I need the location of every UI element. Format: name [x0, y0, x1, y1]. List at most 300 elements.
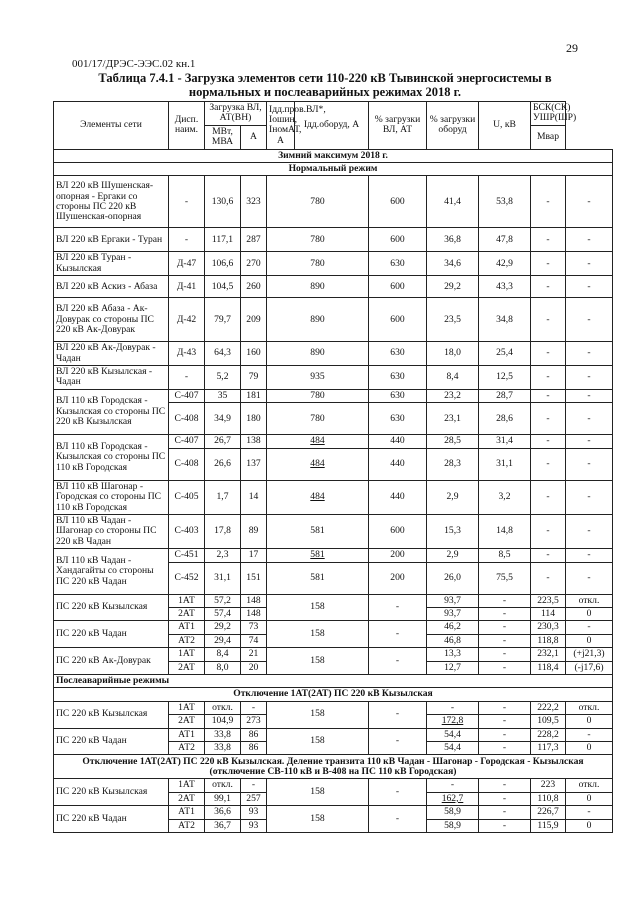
section-normal-label: Нормальный режим [54, 163, 613, 176]
pct-obor: 3,2 [479, 480, 531, 514]
load-mw: 36,7 [205, 819, 241, 832]
section-winter-label: Зимний максимум 2018 г. [54, 149, 613, 162]
load-mw: 29,2 [205, 621, 241, 634]
table-row [54, 366, 613, 390]
load-a: - [241, 701, 267, 714]
pct-vl: 41,4 [427, 176, 479, 228]
pct-obor: - [479, 701, 531, 714]
load-a: 273 [241, 715, 267, 728]
idd-vl: 780 [267, 228, 369, 252]
load-mw: 26,6 [205, 448, 241, 480]
transformer-name: 2АТ [169, 715, 205, 728]
idd-obor: 440 [369, 435, 427, 448]
idd-obor: - [369, 701, 427, 728]
voltage: - [531, 448, 566, 480]
transformer-name: 2АТ [169, 607, 205, 620]
voltage: - [531, 252, 566, 276]
pct-obor: - [479, 661, 531, 674]
load-mw: 79,7 [205, 298, 241, 342]
title-line-1: Таблица 7.4.1 - Загрузка элементов сети 110-220 кВ Тывинской энергосистемы в [98, 71, 552, 85]
element-name: ВЛ 220 кВ Кызылская - Чадан [54, 366, 169, 390]
bsk-mvar: - [566, 728, 613, 741]
load-a: 20 [241, 661, 267, 674]
section-post-label: Послеаварийные режимы [54, 674, 613, 687]
pct-vl: 2,9 [427, 480, 479, 514]
bsk-mvar: 0 [566, 634, 613, 647]
section-winter [54, 149, 613, 162]
idd-vl: 780 [267, 176, 369, 228]
load-mw: 57,2 [205, 594, 241, 607]
bsk-mvar: 0 [566, 742, 613, 755]
idd-obor: - [369, 779, 427, 806]
element-name: ВЛ 220 кВ Аскиз - Абаза [54, 276, 169, 298]
element-name: ВЛ 110 кВ Чадан - Хандагайты со стороны ПС 220 кВ Чадан [54, 549, 169, 594]
voltage: 230,3 [531, 621, 566, 634]
col-disp: Дисп. наим. [169, 102, 205, 150]
bsk-mvar: (-j17,6) [566, 661, 613, 674]
bsk-mvar: - [566, 514, 613, 548]
voltage: 223,5 [531, 594, 566, 607]
pct-obor: - [479, 742, 531, 755]
pct-vl: 54,4 [427, 742, 479, 755]
header-row-1 [54, 102, 613, 126]
idd-obor: 600 [369, 176, 427, 228]
load-a: 74 [241, 634, 267, 647]
load-a: 93 [241, 806, 267, 819]
col-a: А [241, 125, 267, 149]
idd-vl: 158 [267, 621, 369, 648]
bsk-mvar: откл. [566, 701, 613, 714]
table-row [54, 514, 613, 548]
disp-name: С-452 [169, 562, 205, 594]
table-row [54, 298, 613, 342]
idd-vl: 581 [267, 562, 369, 594]
idd-vl: 890 [267, 342, 369, 366]
bsk-mvar: откл. [566, 594, 613, 607]
load-mw: откл. [205, 779, 241, 792]
pct-obor: - [479, 715, 531, 728]
idd-obor: 200 [369, 562, 427, 594]
transformer-name: АТ2 [169, 819, 205, 832]
load-a: 287 [241, 228, 267, 252]
load-mw: 117,1 [205, 228, 241, 252]
voltage: 222,2 [531, 701, 566, 714]
bsk-mvar: - [566, 342, 613, 366]
table-row [54, 480, 613, 514]
subsection-off2-label [54, 755, 613, 779]
voltage: 117,3 [531, 742, 566, 755]
pct-obor: - [479, 806, 531, 819]
idd-vl: 158 [267, 648, 369, 675]
load-mw: 33,8 [205, 728, 241, 741]
pct-obor: 12,5 [479, 366, 531, 390]
bsk-mvar: - [566, 366, 613, 390]
load-mw: 106,6 [205, 252, 241, 276]
pct-obor: 31,1 [479, 448, 531, 480]
pct-vl: 46,8 [427, 634, 479, 647]
bsk-mvar: 0 [566, 607, 613, 620]
idd-obor: 600 [369, 514, 427, 548]
load-a: 148 [241, 607, 267, 620]
voltage: - [531, 228, 566, 252]
bsk-mvar: - [566, 448, 613, 480]
table-row [54, 176, 613, 228]
voltage: - [531, 549, 566, 562]
section-normal [54, 163, 613, 176]
load-a: 270 [241, 252, 267, 276]
idd-vl: 581 [267, 514, 369, 548]
load-a: 17 [241, 549, 267, 562]
voltage: 114 [531, 607, 566, 620]
transformer-name: 1АТ [169, 648, 205, 661]
idd-vl [267, 480, 369, 514]
bsk-mvar: - [566, 228, 613, 252]
pct-obor: - [479, 779, 531, 792]
bsk-mvar: - [566, 176, 613, 228]
idd-obor: - [369, 621, 427, 648]
idd-vl: 780 [267, 403, 369, 435]
substation-row [54, 621, 613, 634]
disp-name: Д-41 [169, 276, 205, 298]
transformer-name: 1АТ [169, 594, 205, 607]
element-name: ВЛ 220 кВ Ак-Довурак - Чадан [54, 342, 169, 366]
element-name: ВЛ 110 кВ Чадан - Шагонар со стороны ПС 220 кВ Чадан [54, 514, 169, 548]
pct-vl: 28,3 [427, 448, 479, 480]
voltage: - [531, 389, 566, 402]
idd-vl: 158 [267, 779, 369, 806]
load-mw: 5,2 [205, 366, 241, 390]
pct-vl: 46,2 [427, 621, 479, 634]
bsk-mvar: - [566, 252, 613, 276]
idd-vl: 935 [267, 366, 369, 390]
idd-vl: 890 [267, 298, 369, 342]
transformer-name: АТ1 [169, 621, 205, 634]
load-a: 209 [241, 298, 267, 342]
idd-vl: 158 [267, 701, 369, 728]
voltage: - [531, 514, 566, 548]
col-idd-obor: Iдд.оборуд, А [295, 102, 369, 150]
pct-obor: 28,7 [479, 389, 531, 402]
disp-name: - [169, 366, 205, 390]
transformer-name: АТ1 [169, 806, 205, 819]
underlined-value: 484 [310, 491, 325, 503]
load-a: 21 [241, 648, 267, 661]
voltage: 118,4 [531, 661, 566, 674]
idd-obor: 630 [369, 342, 427, 366]
idd-vl: 158 [267, 594, 369, 621]
pct-vl: 93,7 [427, 607, 479, 620]
pct-obor: - [479, 819, 531, 832]
bsk-mvar: 0 [566, 792, 613, 805]
pct-vl: 23,1 [427, 403, 479, 435]
voltage: 223 [531, 779, 566, 792]
pct-vl: 23,2 [427, 389, 479, 402]
idd-obor: 630 [369, 403, 427, 435]
load-a: 257 [241, 792, 267, 805]
voltage: - [531, 176, 566, 228]
bsk-mvar: - [566, 480, 613, 514]
load-mw: 31,1 [205, 562, 241, 594]
pct-vl: 13,3 [427, 648, 479, 661]
disp-name: Д-47 [169, 252, 205, 276]
idd-vl [267, 435, 369, 448]
load-a: 148 [241, 594, 267, 607]
disp-name: С-408 [169, 448, 205, 480]
substation-row [54, 594, 613, 607]
pct-vl [427, 715, 479, 728]
element-name: ВЛ 220 кВ Ергаки - Туран [54, 228, 169, 252]
col-mw: МВт, МВА [205, 125, 241, 149]
pct-vl [427, 792, 479, 805]
pct-vl: 26,0 [427, 562, 479, 594]
idd-obor: 440 [369, 480, 427, 514]
table-row [54, 276, 613, 298]
idd-obor: - [369, 806, 427, 833]
title-line-2: нормальных и послеаварийных режимах 2018 г. [188, 85, 462, 99]
pct-vl: 15,3 [427, 514, 479, 548]
pct-vl: - [427, 701, 479, 714]
idd-obor: 630 [369, 252, 427, 276]
disp-name: Д-43 [169, 342, 205, 366]
load-a: 86 [241, 728, 267, 741]
idd-vl: 158 [267, 806, 369, 833]
pct-vl: 93,7 [427, 594, 479, 607]
load-mw: откл. [205, 701, 241, 714]
pct-vl: 58,9 [427, 819, 479, 832]
pct-obor: 43,3 [479, 276, 531, 298]
col-idd-vl: Iдд.пров.ВЛ*, Iошин, IномАТ, А [267, 102, 295, 150]
disp-name: С-408 [169, 403, 205, 435]
substation-row [54, 779, 613, 792]
substation-name: ПС 220 кВ Ак-Довурак [54, 648, 169, 675]
bsk-mvar: - [566, 389, 613, 402]
pct-vl: 29,2 [427, 276, 479, 298]
disp-name: С-407 [169, 435, 205, 448]
substation-name: ПС 220 кВ Чадан [54, 621, 169, 648]
subsection-off2 [54, 755, 613, 779]
underlined-value: 581 [310, 549, 325, 561]
load-a: 73 [241, 621, 267, 634]
bsk-mvar: - [566, 403, 613, 435]
load-mw: 57,4 [205, 607, 241, 620]
load-mw: 34,9 [205, 403, 241, 435]
load-a: 79 [241, 366, 267, 390]
pct-vl: 18,0 [427, 342, 479, 366]
pct-vl: 58,9 [427, 806, 479, 819]
load-mw: 8,0 [205, 661, 241, 674]
subsection-off1 [54, 688, 613, 701]
load-mw: 17,8 [205, 514, 241, 548]
idd-vl: 890 [267, 276, 369, 298]
col-mvar: Мвар [531, 125, 566, 149]
disp-name: С-405 [169, 480, 205, 514]
element-name: ВЛ 110 кВ Шагонар - Городская со стороны ПС 110 кВ Городская [54, 480, 169, 514]
pct-obor: - [479, 728, 531, 741]
voltage: - [531, 435, 566, 448]
table-row [54, 228, 613, 252]
underlined-value: 172,8 [441, 715, 464, 727]
element-name: ВЛ 220 кВ Шушенская-опорная - Ергаки со стороны ПС 220 кВ Шушенская-опорная [54, 176, 169, 228]
underlined-value: 484 [310, 435, 325, 447]
substation-name: ПС 220 кВ Чадан [54, 806, 169, 833]
col-elements: Элементы сети [54, 102, 169, 150]
idd-vl [267, 448, 369, 480]
load-mw: 26,7 [205, 435, 241, 448]
idd-vl: 780 [267, 389, 369, 402]
document-reference: 001/17/ДРЭС-ЭЭС.02 кн.1 [72, 58, 196, 70]
subsection-off2-line-1: Отключение 1АТ(2АТ) ПС 220 кВ Кызылская. Деление транзита 110 кВ Чадан - Шагонар - Городская - Кызылская [82, 755, 584, 767]
transformer-name: АТ1 [169, 728, 205, 741]
subsection-off2-line-2: (отключение СВ-110 кВ и В-408 на ПС 110 кВ Городская) [209, 765, 457, 777]
col-pct-vl: % загрузки ВЛ, АТ [369, 102, 427, 150]
voltage: - [531, 562, 566, 594]
bsk-mvar: - [566, 298, 613, 342]
pct-vl: 34,6 [427, 252, 479, 276]
pct-vl: 36,8 [427, 228, 479, 252]
pct-obor: - [479, 648, 531, 661]
voltage: 232,1 [531, 648, 566, 661]
voltage: 228,2 [531, 728, 566, 741]
voltage: - [531, 276, 566, 298]
voltage: 110,8 [531, 792, 566, 805]
load-mw: 33,8 [205, 742, 241, 755]
pct-obor: 75,5 [479, 562, 531, 594]
load-a: 181 [241, 389, 267, 402]
pct-obor: 8,5 [479, 549, 531, 562]
bsk-mvar: - [566, 276, 613, 298]
substation-name: ПС 220 кВ Кызылская [54, 594, 169, 621]
disp-name: - [169, 228, 205, 252]
bsk-mvar: - [566, 549, 613, 562]
load-a: 151 [241, 562, 267, 594]
disp-name: Д-42 [169, 298, 205, 342]
col-u: U, кВ [479, 102, 531, 150]
idd-obor: 600 [369, 298, 427, 342]
pct-obor: - [479, 594, 531, 607]
pct-vl: 12,7 [427, 661, 479, 674]
load-a: 323 [241, 176, 267, 228]
load-mw: 35 [205, 389, 241, 402]
pct-vl: - [427, 779, 479, 792]
bsk-mvar: - [566, 621, 613, 634]
table-row [54, 549, 613, 562]
voltage: 226,7 [531, 806, 566, 819]
pct-obor: 42,9 [479, 252, 531, 276]
substation-name: ПС 220 кВ Кызылская [54, 779, 169, 806]
disp-name: - [169, 176, 205, 228]
voltage: - [531, 366, 566, 390]
bsk-mvar: 0 [566, 819, 613, 832]
pct-obor: 25,4 [479, 342, 531, 366]
load-mw: 36,6 [205, 806, 241, 819]
voltage: - [531, 342, 566, 366]
pct-vl: 23,5 [427, 298, 479, 342]
transformer-name: АТ2 [169, 742, 205, 755]
element-name: ВЛ 110 кВ Городская - Кызылская со стороны ПС 220 кВ Кызылская [54, 389, 169, 434]
subsection-off1-label: Отключение 1АТ(2АТ) ПС 220 кВ Кызылская [54, 688, 613, 701]
load-mw: 1,7 [205, 480, 241, 514]
substation-row [54, 648, 613, 661]
transformer-name: 1АТ [169, 779, 205, 792]
load-mw: 130,6 [205, 176, 241, 228]
transformer-name: 1АТ [169, 701, 205, 714]
load-a: 137 [241, 448, 267, 480]
voltage: - [531, 298, 566, 342]
load-table [53, 101, 613, 833]
voltage: - [531, 480, 566, 514]
page-number: 29 [566, 41, 578, 55]
idd-obor: 200 [369, 549, 427, 562]
pct-obor: 53,8 [479, 176, 531, 228]
voltage: 115,9 [531, 819, 566, 832]
load-a: - [241, 779, 267, 792]
substation-name: ПС 220 кВ Кызылская [54, 701, 169, 728]
load-mw: 2,3 [205, 549, 241, 562]
idd-obor: 630 [369, 366, 427, 390]
bsk-mvar: - [566, 435, 613, 448]
load-mw: 64,3 [205, 342, 241, 366]
table-title [60, 71, 590, 99]
bsk-mvar: 0 [566, 715, 613, 728]
transformer-name: 2АТ [169, 792, 205, 805]
bsk-mvar: - [566, 806, 613, 819]
transformer-name: АТ2 [169, 634, 205, 647]
load-mw: 104,9 [205, 715, 241, 728]
substation-row [54, 701, 613, 714]
load-a: 260 [241, 276, 267, 298]
load-mw: 99,1 [205, 792, 241, 805]
pct-obor: - [479, 634, 531, 647]
load-mw: 104,5 [205, 276, 241, 298]
idd-obor: 440 [369, 448, 427, 480]
underlined-value: 162,7 [441, 792, 464, 804]
col-bsk: БСК(СК) УШР(ШР) [531, 102, 566, 126]
idd-obor: - [369, 594, 427, 621]
substation-name: ПС 220 кВ Чадан [54, 728, 169, 755]
idd-vl: 780 [267, 252, 369, 276]
pct-vl: 28,5 [427, 435, 479, 448]
substation-row [54, 728, 613, 741]
load-a: 86 [241, 742, 267, 755]
pct-obor: 47,8 [479, 228, 531, 252]
load-a: 180 [241, 403, 267, 435]
disp-name: С-451 [169, 549, 205, 562]
idd-obor: - [369, 648, 427, 675]
pct-obor: 31,4 [479, 435, 531, 448]
load-mw: 29,4 [205, 634, 241, 647]
voltage: 109,5 [531, 715, 566, 728]
idd-obor: 630 [369, 389, 427, 402]
pct-obor: 34,8 [479, 298, 531, 342]
idd-obor: 600 [369, 276, 427, 298]
col-pct-obor: % загрузки оборуд [427, 102, 479, 150]
table-row [54, 252, 613, 276]
idd-vl [267, 549, 369, 562]
table-row [54, 342, 613, 366]
voltage: - [531, 403, 566, 435]
load-a: 93 [241, 819, 267, 832]
pct-obor: - [479, 607, 531, 620]
load-mw: 8,4 [205, 648, 241, 661]
substation-row [54, 806, 613, 819]
load-a: 14 [241, 480, 267, 514]
voltage: 118,8 [531, 634, 566, 647]
pct-vl: 54,4 [427, 728, 479, 741]
disp-name: С-407 [169, 389, 205, 402]
pct-obor: 28,6 [479, 403, 531, 435]
pct-obor: - [479, 792, 531, 805]
load-a: 138 [241, 435, 267, 448]
